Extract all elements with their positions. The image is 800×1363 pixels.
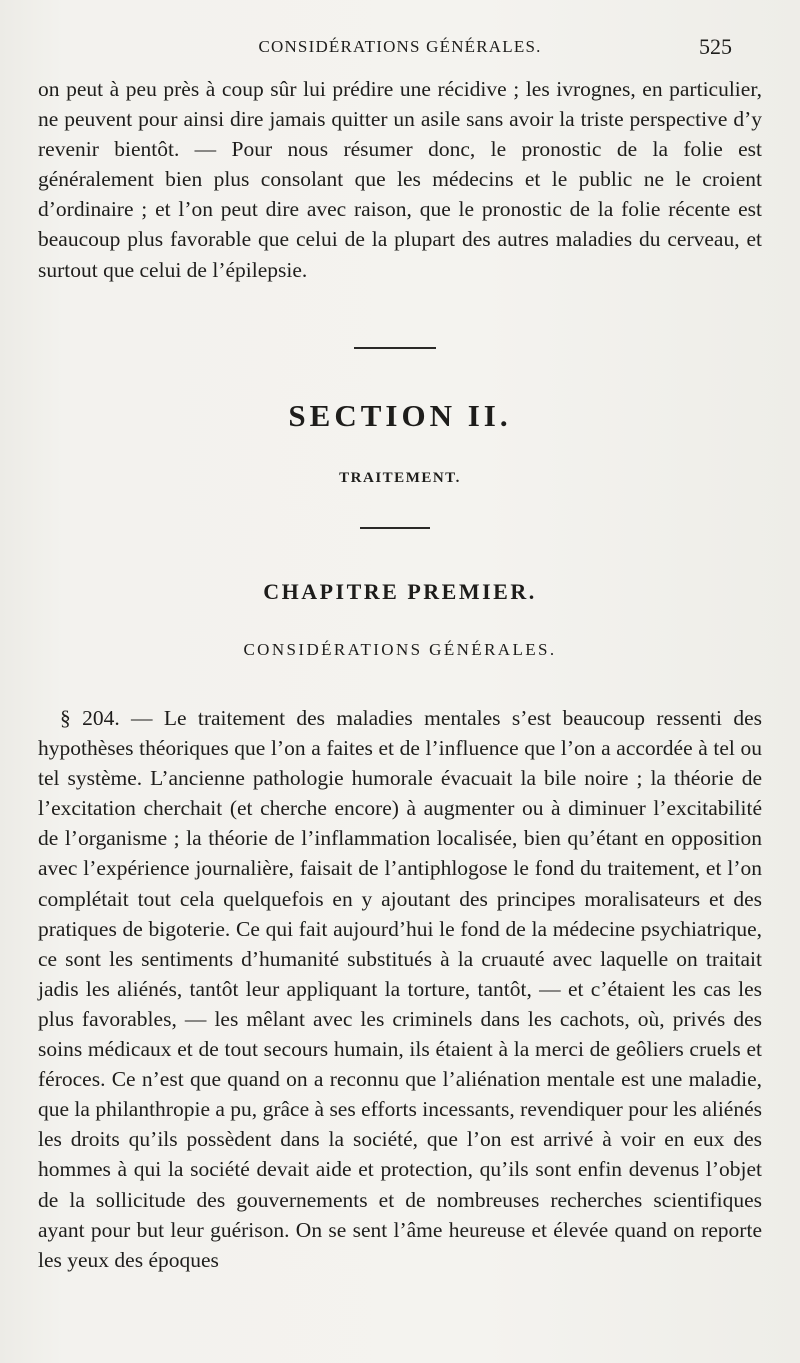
chapter-title: CHAPITRE PREMIER.	[263, 579, 537, 604]
chapter-subtitle: CONSIDÉRATIONS GÉNÉRALES.	[243, 640, 557, 659]
divider-rule-top	[354, 347, 436, 349]
main-paragraph: § 204. — Le traitement des maladies mentales s’est beaucoup ressenti des hypothèses théoriques que l’on a faites et de l’influence que l’on a accordée à tel ou tel système. L’ancienne pathologie humorale évacuait la bile noire ; la théorie de l’excitation cherchait (et cherche encore) à augmenter ou à diminuer l’excitabilité de l’organisme ; la théorie de l’inflammation localisée, bien qu’étant en opposition avec l’expérience journalière, faisait de l’antiphlogose le fond du traitement, et l’on complétait tout cela quelquefois en y ajoutant des principes moralisateurs et des pratiques de bigoterie. Ce qui fait aujourd’hui le fond de la médecine psychiatrique, ce sont les sentiments d’humanité substitués à la cruauté avec laquelle on traitait jadis les aliénés, tantôt leur appliquant la torture, tantôt, — et c’étaient les cas les plus favorables, — les mêlant avec les criminels dans les cachots, où, privés des soins médicaux et de tout secours humain, ils étaient à la merci de geôliers cruels et féroces. Ce n’est que quand on a reconnu que l’aliénation mentale est une maladie, que la philanthropie a pu, grâce à ses efforts incessants, revendiquer pour les aliénés les droits qu’ils possèdent dans la société, que l’on est arrivé à voir en eux des hommes à qui la société devait aide et protection, qu’ils sont enfin devenus l’objet de la sollicitude des gouvernements et de nombreuses recherches scientifiques ayant pour but leur guérison. On se sent l’âme heureuse et élevée quand on reporte les yeux des époques	[38, 706, 762, 1272]
page-header	[40, 34, 760, 62]
section-subtitle: TRAITEMENT.	[339, 470, 461, 486]
divider-rule-middle	[360, 527, 430, 529]
page-number: 525	[699, 34, 732, 59]
top-text-block	[38, 74, 762, 285]
top-paragraph: on peut à peu près à coup sûr lui prédire une récidive ; les ivrognes, en particulier, ne peuvent pour ainsi dire jamais quitter un asile sans avoir la triste perspective d’y revenir bientôt. — Pour nous résumer donc, le pronostic de la folie est généralement bien plus consolant que les médecins et le public ne le croient d’ordinaire ; et l’on peut dire avec raison, que le pronostic de la folie récente est beaucoup plus favorable que celui de la plupart des autres maladies du cerveau, et surtout que celui de l’épilepsie.	[38, 77, 762, 282]
running-title: CONSIDÉRATIONS GÉNÉRALES.	[258, 37, 542, 56]
section-title: SECTION II.	[288, 398, 512, 433]
main-text-block	[38, 703, 762, 1275]
